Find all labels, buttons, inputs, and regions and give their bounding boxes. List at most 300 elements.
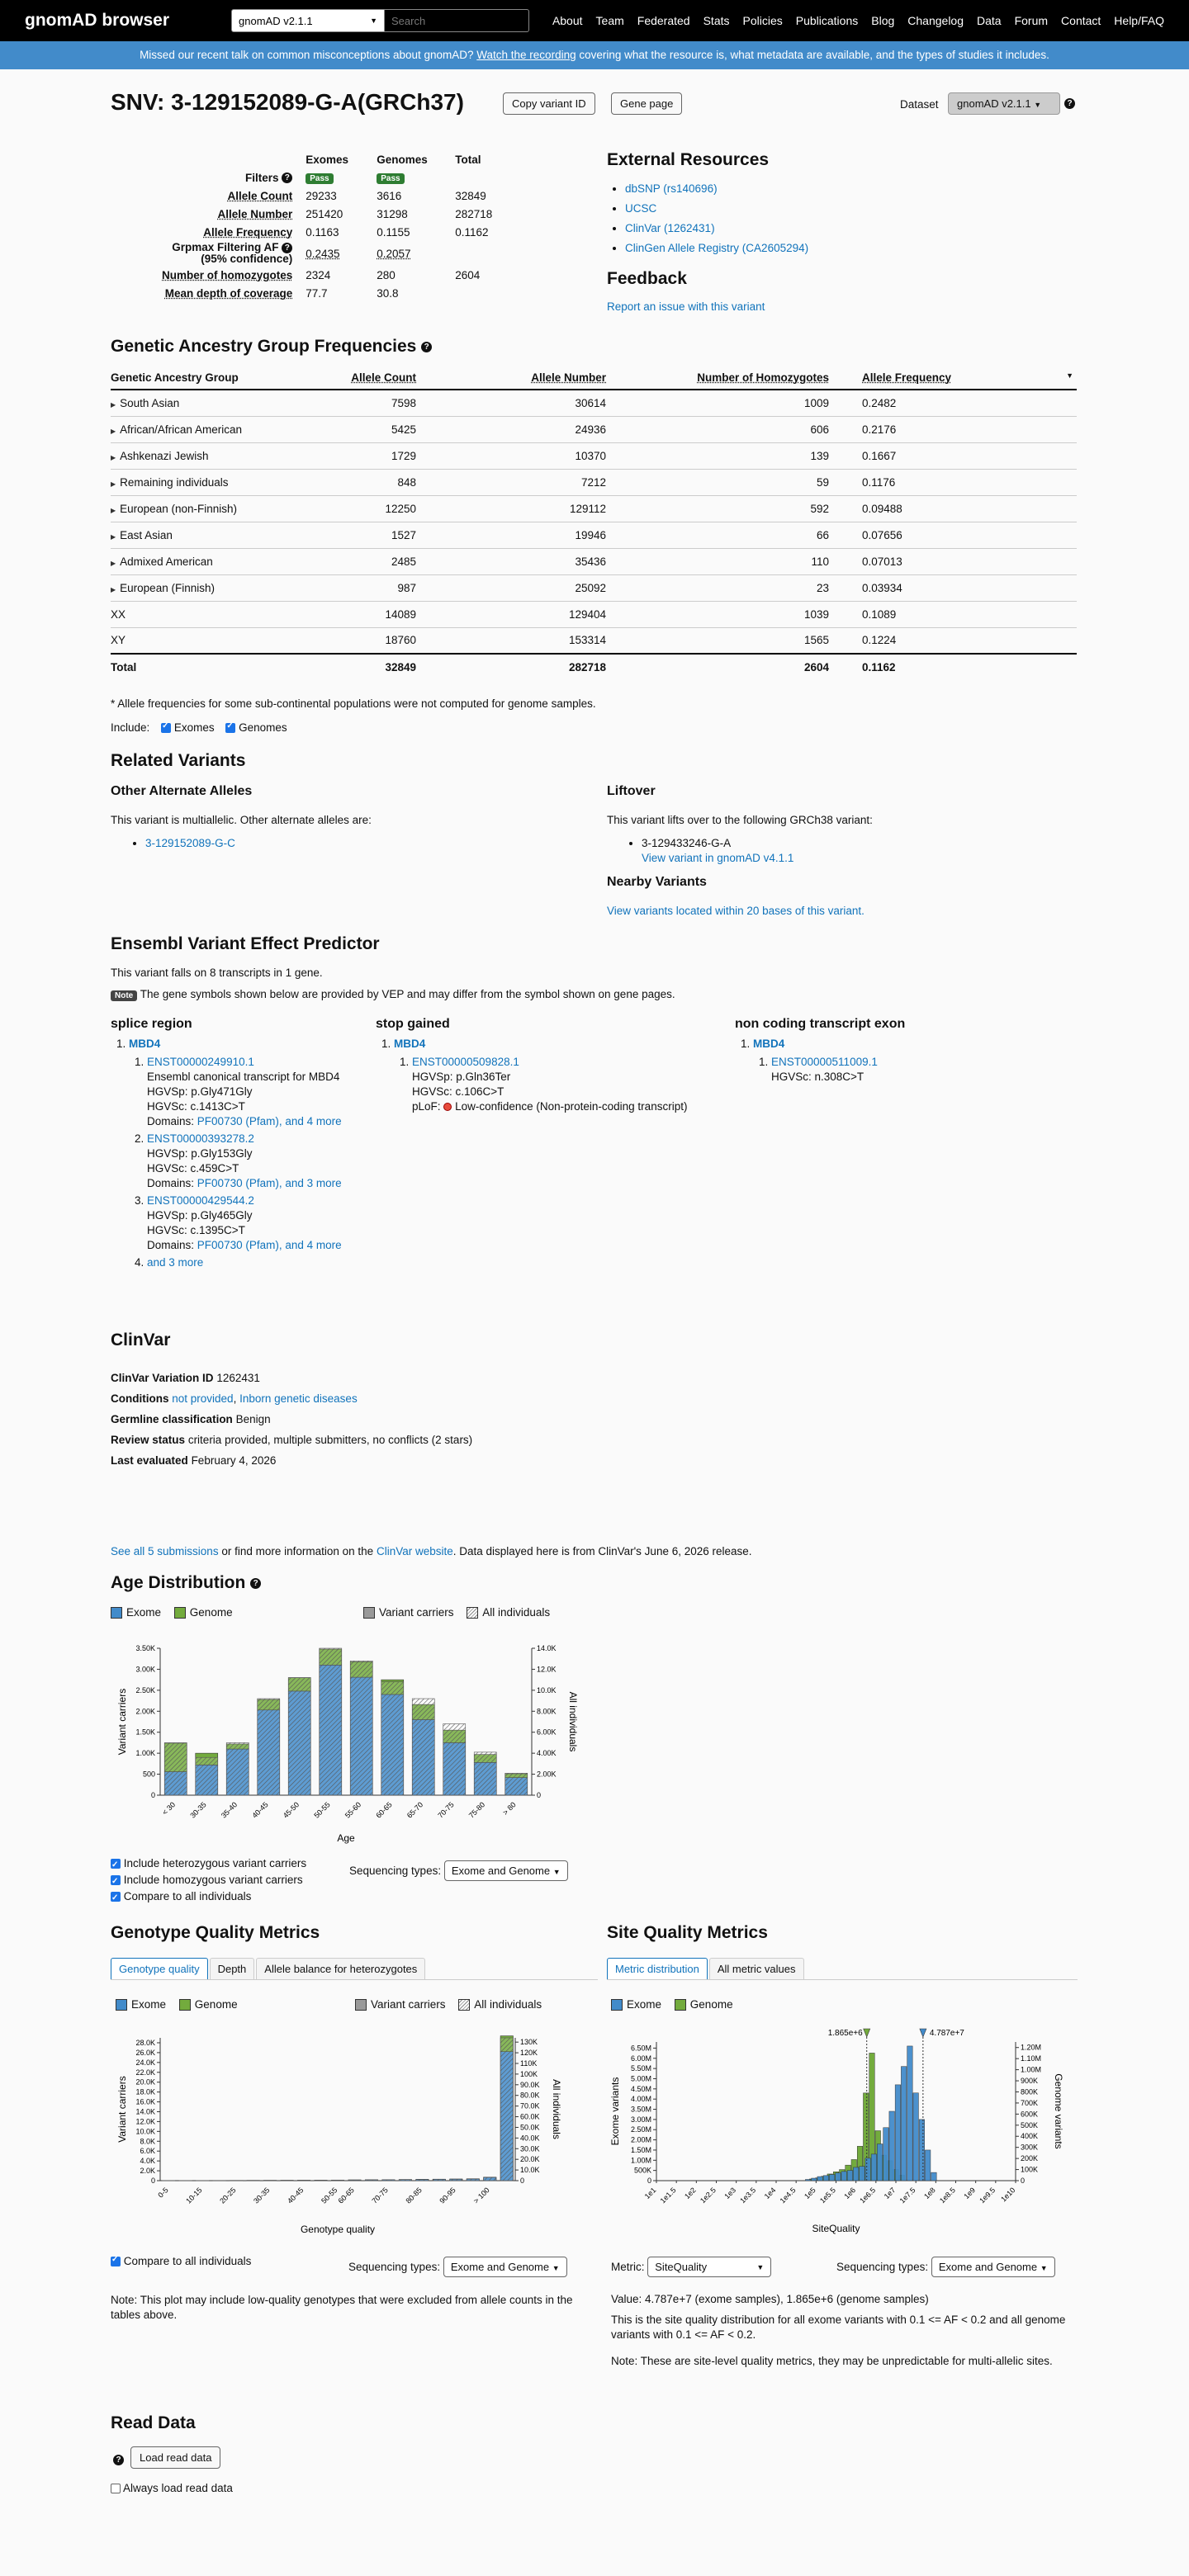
- nav-federated[interactable]: Federated: [637, 14, 690, 27]
- exome-bar: [895, 2085, 901, 2181]
- expand-icon[interactable]: ▶: [111, 532, 116, 541]
- y-tick-label-right: 0: [1021, 2177, 1026, 2185]
- x-tick-label: 70-75: [436, 1800, 456, 1820]
- group-name: XX: [111, 601, 259, 627]
- nearby-variants-link[interactable]: View variants located within 20 bases of this variant.: [607, 905, 865, 917]
- nav-team[interactable]: Team: [595, 14, 624, 27]
- transcript-link[interactable]: ENST00000249910.1: [147, 1056, 254, 1068]
- lof-flag-icon: [443, 1103, 452, 1111]
- external-resources-title: External Resources: [607, 150, 770, 169]
- compare-all-label: Compare to all individuals: [123, 2255, 252, 2267]
- group-name: Ashkenazi Jewish: [120, 449, 209, 462]
- group-name: Admixed American: [120, 555, 213, 568]
- y-tick-label-left: 5.00M: [630, 2074, 651, 2083]
- hgvsp-text: HGVSp: p.Gln36Ter: [412, 1071, 511, 1083]
- gene-page-button[interactable]: Gene page: [611, 92, 682, 115]
- x-tick-label: 50-55: [320, 2186, 339, 2205]
- genotype-quality-chart: [111, 2021, 598, 2240]
- include-exomes-label: Exomes: [173, 721, 215, 734]
- exome-bar: [817, 2177, 823, 2181]
- legend-genome: Genome: [189, 1606, 233, 1619]
- all-individuals-bar: [350, 1661, 372, 1795]
- x-tick-label: 1e4: [762, 2186, 778, 2201]
- x-axis-label: Genotype quality: [300, 2224, 376, 2235]
- y-tick-label-left: 2.00K: [135, 1707, 155, 1716]
- y-axis-label-right: Genome variants: [1053, 2073, 1064, 2149]
- genotype-quality-title: Genotype Quality Metrics: [111, 1923, 320, 1942]
- clinvar-link[interactable]: ClinVar (1262431): [625, 222, 715, 234]
- y-tick-label-left: 3.50K: [135, 1644, 155, 1652]
- y-tick-label-left: 6.0K: [140, 2147, 155, 2156]
- y-tick-label-right: 600K: [1021, 2110, 1039, 2119]
- x-tick-label: 55-60: [343, 1800, 363, 1820]
- clingen-link[interactable]: ClinGen Allele Registry (CA2605294): [625, 242, 809, 254]
- compare-all-checkbox[interactable]: [111, 1892, 121, 1902]
- review-status-label: Review status: [111, 1434, 186, 1446]
- an-cell: 25092: [449, 574, 639, 601]
- more-domains-link[interactable]: , and 3 more: [278, 1177, 342, 1189]
- exome-bar: [865, 2158, 871, 2181]
- dataset-select[interactable]: [231, 9, 385, 32]
- y-tick-label-left: 500: [142, 1770, 155, 1779]
- transcript-link[interactable]: ENST00000429544.2: [147, 1194, 254, 1207]
- group-cell[interactable]: [111, 495, 259, 522]
- legend-genome: Genome: [194, 1998, 238, 2011]
- help-icon[interactable]: ?: [113, 2455, 124, 2465]
- splice-region-genes: [111, 1037, 358, 1270]
- liftover-text: This variant lifts over to the following GRCh38 variant:: [607, 814, 873, 826]
- y-tick-label-left: 12.0K: [135, 2117, 155, 2126]
- table-row: [111, 522, 1077, 548]
- exome-grpmax-af[interactable]: 0.2435: [306, 247, 340, 260]
- y-tick-label-left: 6.50M: [630, 2044, 651, 2053]
- other-allele-link[interactable]: 3-129152089-G-C: [145, 837, 235, 849]
- related-variants-title: Related Variants: [111, 751, 246, 770]
- ac-cell: 7598: [259, 390, 449, 416]
- chevron-down-icon: ▼: [756, 2263, 765, 2271]
- y-tick-label-left: 18.0K: [135, 2087, 155, 2096]
- group-cell[interactable]: [111, 522, 259, 548]
- an-cell: 30614: [449, 390, 639, 416]
- chevron-down-icon: ▼: [552, 2264, 560, 2272]
- y-tick-label-left: 1.50M: [630, 2145, 651, 2154]
- gene-link[interactable]: MBD4: [394, 1037, 426, 1050]
- allele-frequency-label: Allele Frequency: [203, 225, 293, 239]
- nav-help[interactable]: Help/FAQ: [1114, 14, 1164, 27]
- nav-links: [552, 14, 1164, 27]
- genome-allele-frequency: 0.1155: [377, 225, 410, 239]
- af-cell: 0.2176: [862, 416, 1077, 442]
- header-allele-number[interactable]: Allele Number: [449, 366, 639, 390]
- metric-label: Metric:: [611, 2261, 645, 2273]
- nav-policies[interactable]: Policies: [742, 14, 783, 27]
- grpmax-label: [157, 241, 301, 266]
- expand-icon[interactable]: ▶: [111, 585, 116, 593]
- y-tick-label-right: 4.00K: [537, 1749, 557, 1758]
- seq-types-select[interactable]: [931, 2257, 1055, 2277]
- include-exomes-checkbox[interactable]: [161, 723, 171, 733]
- all-individuals-bar: [331, 2180, 343, 2181]
- clinvar-website-link[interactable]: ClinVar website: [376, 1545, 453, 1557]
- hom-cell: 139: [639, 442, 862, 469]
- site-quality-chart: [607, 2017, 1078, 2240]
- age-legend-right: [363, 1606, 550, 1619]
- hom-cell: 59: [639, 469, 862, 495]
- x-tick-label: 50-55: [312, 1800, 332, 1820]
- clinvar-id: 1262431: [216, 1372, 260, 1384]
- group-cell[interactable]: [111, 548, 259, 574]
- hgvsp-text: HGVSp: p.Gly471Gly: [147, 1085, 253, 1098]
- nav-blog[interactable]: Blog: [871, 14, 895, 27]
- domain-link[interactable]: PF00730 (Pfam): [197, 1239, 279, 1251]
- brand-logo[interactable]: gnomAD browser: [25, 11, 170, 30]
- germline-value: Benign: [235, 1413, 271, 1425]
- plof-value: Low-confidence (Non-protein-coding transcript): [455, 1100, 688, 1113]
- transcript-list: [753, 1055, 983, 1085]
- dataset-dropdown[interactable]: [948, 92, 1060, 115]
- heterozygous-checkbox[interactable]: [111, 1859, 121, 1869]
- carriers-swatch: [363, 1607, 375, 1619]
- expand-icon[interactable]: ▶: [111, 559, 116, 567]
- vep-note: [111, 988, 675, 1000]
- ancestry-table: [111, 366, 1077, 680]
- exome-bar: [823, 2176, 829, 2181]
- banner-recording-link[interactable]: Watch the recording: [476, 49, 576, 61]
- genome-grpmax-af[interactable]: 0.2057: [377, 247, 411, 260]
- nearby-variants-title: Nearby Variants: [607, 875, 707, 889]
- domain-link[interactable]: PF00730 (Pfam): [197, 1177, 279, 1189]
- view-in-v4-link[interactable]: View variant in gnomAD v4.1.1: [642, 852, 794, 864]
- transcript-link[interactable]: ENST00000511009.1: [771, 1056, 878, 1068]
- an-cell: 129112: [449, 495, 639, 522]
- all-individuals-bar: [399, 2180, 411, 2181]
- gene-link[interactable]: MBD4: [129, 1037, 161, 1050]
- compare-all-checkbox[interactable]: [111, 2257, 121, 2266]
- exome-allele-number: 251420: [306, 207, 343, 220]
- exome-homozygotes: 2324: [306, 268, 331, 281]
- sq-seq-types: [836, 2257, 1055, 2277]
- x-tick-label: 1e3.5: [738, 2186, 758, 2205]
- expand-icon[interactable]: ▶: [111, 427, 116, 435]
- gq-note: Note: This plot may include low-quality genotypes that were excluded from allele counts in the tables above.: [111, 2294, 573, 2321]
- total-row: [111, 654, 1077, 680]
- total-af: 0.1162: [862, 654, 1077, 680]
- hom-cell: 1565: [639, 627, 862, 654]
- legend-carriers: Variant carriers: [371, 1998, 446, 2011]
- exome-value-marker-arrow: [920, 2029, 926, 2037]
- x-tick-label: 1e9: [962, 2186, 978, 2201]
- liftover-variant: 3-129433246-G-A: [642, 837, 732, 849]
- all-individuals-bar: [443, 1724, 466, 1795]
- exome-swatch: [611, 1999, 623, 2011]
- search-placeholder: Search: [391, 14, 426, 27]
- header-allele-frequency[interactable]: [862, 366, 1077, 390]
- expand-icon[interactable]: ▶: [111, 480, 116, 488]
- clinvar-footer: [111, 1545, 752, 1557]
- tab-metric-distribution[interactable]: Metric distribution: [607, 1958, 708, 1979]
- condition-link[interactable]: not provided: [172, 1392, 234, 1405]
- header-homozygotes[interactable]: Number of Homozygotes: [639, 366, 862, 390]
- ac-cell: 12250: [259, 495, 449, 522]
- transcript-item: [412, 1055, 722, 1114]
- af-cell: 0.1224: [862, 627, 1077, 654]
- compare-all-label: Compare to all individuals: [123, 1890, 252, 1902]
- y-tick-label-right: 90.0K: [520, 2080, 540, 2089]
- condition-link[interactable]: Inborn genetic diseases: [239, 1392, 358, 1405]
- nav-contact[interactable]: Contact: [1061, 14, 1101, 27]
- last-evaluated-value: February 4, 2026: [191, 1454, 277, 1467]
- ac-cell: 987: [259, 574, 449, 601]
- y-tick-label-right: 20.0K: [520, 2155, 540, 2164]
- col-genomes: Genomes: [377, 153, 428, 166]
- y-tick-label-right: 700K: [1021, 2098, 1039, 2107]
- external-link-item: [625, 221, 808, 236]
- filters-label-text: Filters: [244, 171, 279, 184]
- all-submissions-link[interactable]: See all 5 submissions: [111, 1545, 219, 1557]
- exome-bar: [812, 2178, 817, 2181]
- chevron-down-icon: ▼: [552, 1868, 561, 1876]
- all-individuals-swatch: [467, 1607, 478, 1619]
- age-seq-types: [349, 1860, 568, 1881]
- y-tick-label-right: 8.00K: [537, 1707, 557, 1716]
- header-allele-count[interactable]: Allele Count: [259, 366, 449, 390]
- all-individuals-swatch: [458, 1999, 470, 2011]
- nav-about[interactable]: About: [552, 14, 583, 27]
- all-individuals-bar: [348, 2180, 361, 2181]
- x-tick-label: 1e6.5: [858, 2186, 878, 2205]
- allele-number-label: Allele Number: [217, 207, 293, 220]
- x-tick-label: 1e8: [922, 2186, 937, 2201]
- y-tick-label-right: 50.0K: [520, 2123, 540, 2132]
- gene-link[interactable]: MBD4: [753, 1037, 785, 1050]
- total-an: 282718: [449, 654, 639, 680]
- y-tick-label-right: 110K: [520, 2058, 538, 2068]
- always-load-checkbox[interactable]: [111, 2484, 121, 2493]
- exome-bar: [925, 2150, 931, 2181]
- transcript-link[interactable]: ENST00000509828.1: [412, 1056, 519, 1068]
- feedback-title: Feedback: [607, 269, 687, 288]
- include-label: Include:: [111, 721, 150, 734]
- all-individuals-bar: [288, 1678, 310, 1795]
- col-exomes: Exomes: [306, 153, 349, 166]
- y-tick-label-left: 4.50M: [630, 2084, 651, 2093]
- help-icon[interactable]: ?: [1064, 98, 1075, 109]
- legend-all-individuals: All individuals: [474, 1998, 542, 2011]
- table-row: [111, 469, 1077, 495]
- gene-item: [394, 1037, 722, 1114]
- an-cell: 7212: [449, 469, 639, 495]
- group-cell[interactable]: [111, 469, 259, 495]
- help-icon[interactable]: ?: [250, 1578, 261, 1589]
- seq-types-select[interactable]: [443, 2257, 567, 2277]
- other-alleles-list: [127, 836, 235, 851]
- dataset-dropdown-value: gnomAD v2.1.1: [957, 97, 1031, 110]
- genome-swatch: [179, 1999, 191, 2011]
- expand-icon[interactable]: ▶: [111, 453, 116, 461]
- metric-value: SiteQuality: [655, 2261, 708, 2273]
- age-options: [111, 1855, 306, 1905]
- age-distribution-title-text: Age Distribution: [111, 1573, 246, 1592]
- search-input[interactable]: [385, 9, 529, 32]
- sq-description: This is the site quality distribution for all exome variants with 0.1 <= AF < 0.2 and all genome variants with 0.1 <= AF < 0.2.: [611, 2314, 1066, 2341]
- an-cell: 35436: [449, 548, 639, 574]
- always-load-option: [111, 2482, 233, 2494]
- x-tick-label: 1e9.5: [978, 2186, 997, 2205]
- read-data-title: Read Data: [111, 2413, 196, 2432]
- exome-bar: [841, 2172, 847, 2181]
- group-cell[interactable]: [111, 442, 259, 469]
- y-tick-label-right: 40.0K: [520, 2134, 540, 2143]
- nav-stats[interactable]: Stats: [703, 14, 730, 27]
- variant-summary-table: [157, 150, 497, 302]
- clinvar-id-label: ClinVar Variation ID: [111, 1372, 214, 1384]
- y-tick-label-right: 800K: [1021, 2087, 1039, 2096]
- exome-value-marker-label: 4.787e+7: [929, 2029, 964, 2038]
- all-individuals-bar: [416, 2180, 429, 2181]
- transcript-link[interactable]: ENST00000393278.2: [147, 1132, 254, 1145]
- tab-depth[interactable]: Depth: [210, 1958, 255, 1979]
- include-genomes-checkbox[interactable]: [225, 723, 235, 733]
- tab-genotype-quality[interactable]: Genotype quality: [111, 1958, 208, 1979]
- include-genomes-label: Genomes: [239, 721, 287, 734]
- mean-depth-label: Mean depth of coverage: [164, 286, 293, 300]
- seq-types-value: Exome and Genome: [938, 2261, 1038, 2273]
- seq-types-select[interactable]: [444, 1860, 568, 1881]
- more-domains-link[interactable]: , and 4 more: [278, 1115, 342, 1127]
- all-individuals-bar: [450, 2179, 462, 2181]
- expand-icon[interactable]: ▶: [111, 506, 116, 514]
- group-name: Remaining individuals: [120, 475, 229, 489]
- nav-publications[interactable]: Publications: [795, 14, 859, 27]
- exome-bar: [829, 2175, 835, 2181]
- y-tick-label-left: 10.0K: [135, 2127, 155, 2136]
- metric-select[interactable]: [647, 2257, 771, 2277]
- gq-legend-right: [355, 1998, 542, 2011]
- hgvsc-text: HGVSc: c.459C>T: [147, 1162, 239, 1175]
- genome-swatch: [675, 1999, 686, 2011]
- nav-changelog[interactable]: Changelog: [907, 14, 964, 27]
- all-individuals-bar: [365, 2180, 377, 2181]
- y-tick-label-right: 1.00M: [1021, 2065, 1042, 2074]
- group-cell[interactable]: [111, 416, 259, 442]
- splice-region-title: splice region: [111, 1017, 192, 1031]
- x-axis-label: Age: [337, 1832, 355, 1844]
- group-name: European (Finnish): [120, 581, 215, 594]
- y-axis-label-left: Variant carriers: [116, 1688, 128, 1756]
- heterozygous-label: Include heterozygous variant carriers: [123, 1857, 307, 1869]
- y-tick-label-left: 6.00M: [630, 2054, 651, 2063]
- x-tick-label: 1e1.5: [658, 2186, 678, 2205]
- domain-link[interactable]: PF00730 (Pfam): [197, 1115, 279, 1127]
- an-cell: 153314: [449, 627, 639, 654]
- help-icon[interactable]: ?: [282, 173, 292, 183]
- load-read-data-button[interactable]: Load read data: [130, 2446, 220, 2469]
- hom-cell: 66: [639, 522, 862, 548]
- x-tick-label: 1e7: [882, 2186, 898, 2201]
- total-allele-frequency: 0.1162: [455, 225, 489, 239]
- y-tick-label-right: 10.0K: [537, 1685, 557, 1694]
- clinvar-details: ClinVar Variation ID 1262431 Conditions not provided, Inborn genetic diseases Germline classification Benign Review status criteria provided, multiple submitters, no conflicts (2 stars) Last evaluated February 4, 2026: [111, 1372, 473, 1467]
- banner-text-pre: Missed our recent talk on common misconceptions about gnomAD?: [140, 49, 474, 61]
- sq-legend: [611, 1998, 733, 2011]
- y-tick-label-left: 1.00K: [135, 1749, 155, 1758]
- gq-compare: [111, 2255, 251, 2267]
- y-tick-label-left: 0: [150, 1791, 155, 1799]
- always-load-label: Always load read data: [123, 2482, 233, 2494]
- metric-control: [611, 2257, 771, 2277]
- transcript-item: [147, 1255, 358, 1270]
- canonical-text: Ensembl canonical transcript for MBD4: [147, 1071, 340, 1083]
- ac-cell: 1729: [259, 442, 449, 469]
- ucsc-link[interactable]: UCSC: [625, 202, 657, 215]
- y-tick-label-right: 120K: [520, 2049, 538, 2058]
- vep-title: Ensembl Variant Effect Predictor: [111, 934, 380, 953]
- exome-bar: [907, 2046, 913, 2181]
- an-cell: 129404: [449, 601, 639, 627]
- nav-forum[interactable]: Forum: [1014, 14, 1049, 27]
- and-more-link[interactable]: and 3 more: [147, 1256, 204, 1269]
- seq-types-label: Sequencing types:: [348, 2261, 441, 2273]
- stop-gained-genes: [376, 1037, 722, 1114]
- group-cell[interactable]: [111, 390, 259, 416]
- y-tick-label-left: 0: [647, 2177, 651, 2185]
- help-icon[interactable]: ?: [421, 342, 432, 352]
- x-tick-label: 0-5: [156, 2186, 170, 2200]
- table-row: [111, 390, 1077, 416]
- copy-variant-id-button[interactable]: Copy variant ID: [503, 92, 595, 115]
- exome-bar: [931, 2172, 937, 2181]
- more-domains-link[interactable]: , and 4 more: [278, 1239, 342, 1251]
- legend-exome: Exome: [627, 1998, 662, 2011]
- all-individuals-bar: [320, 1648, 342, 1795]
- x-tick-label: > 100: [471, 2186, 491, 2205]
- homozygous-checkbox[interactable]: [111, 1875, 121, 1885]
- transcript-item: [771, 1055, 983, 1085]
- y-tick-label-right: 0: [520, 2177, 525, 2185]
- report-issue-link[interactable]: Report an issue with this variant: [607, 300, 765, 313]
- ac-cell: 848: [259, 469, 449, 495]
- sq-note: Note: These are site-level quality metrics, they may be unpredictable for multi-allelic sites.: [611, 2355, 1053, 2367]
- homozygous-label: Include homozygous variant carriers: [123, 1874, 303, 1886]
- conditions-label: Conditions: [111, 1392, 169, 1405]
- hom-cell: 592: [639, 495, 862, 522]
- header-group[interactable]: Genetic Ancestry Group: [111, 366, 259, 390]
- y-axis-label-left: Exome variants: [609, 2077, 621, 2146]
- nav-data[interactable]: Data: [977, 14, 1002, 27]
- genome-swatch: [174, 1607, 186, 1619]
- allele-count-label: Allele Count: [227, 189, 293, 202]
- tab-all-metric-values[interactable]: All metric values: [709, 1958, 804, 1979]
- y-tick-label-right: 1.10M: [1021, 2054, 1042, 2063]
- dbsnp-link[interactable]: dbSNP (rs140696): [625, 182, 718, 195]
- y-tick-label-right: 300K: [1021, 2143, 1039, 2152]
- carriers-swatch: [355, 1999, 367, 2011]
- tab-allele-balance[interactable]: Allele balance for heterozygotes: [256, 1958, 425, 1979]
- af-cell: 0.09488: [862, 495, 1077, 522]
- gq-tabs: [111, 1958, 598, 1980]
- hgvsc-text: HGVSc: c.1395C>T: [147, 1224, 245, 1236]
- y-tick-label-left: 24.0K: [135, 2058, 155, 2067]
- hgvsp-text: HGVSp: p.Gly153Gly: [147, 1147, 253, 1160]
- group-cell[interactable]: [111, 574, 259, 601]
- help-icon[interactable]: ?: [282, 243, 292, 253]
- gene-item: [129, 1037, 358, 1270]
- x-tick-label: 1e8.5: [937, 2186, 957, 2205]
- genome-value-marker-arrow: [864, 2029, 870, 2037]
- expand-icon[interactable]: ▶: [111, 400, 116, 409]
- y-tick-label-left: 14.0K: [135, 2107, 155, 2116]
- domains-label: Domains:: [147, 1177, 195, 1189]
